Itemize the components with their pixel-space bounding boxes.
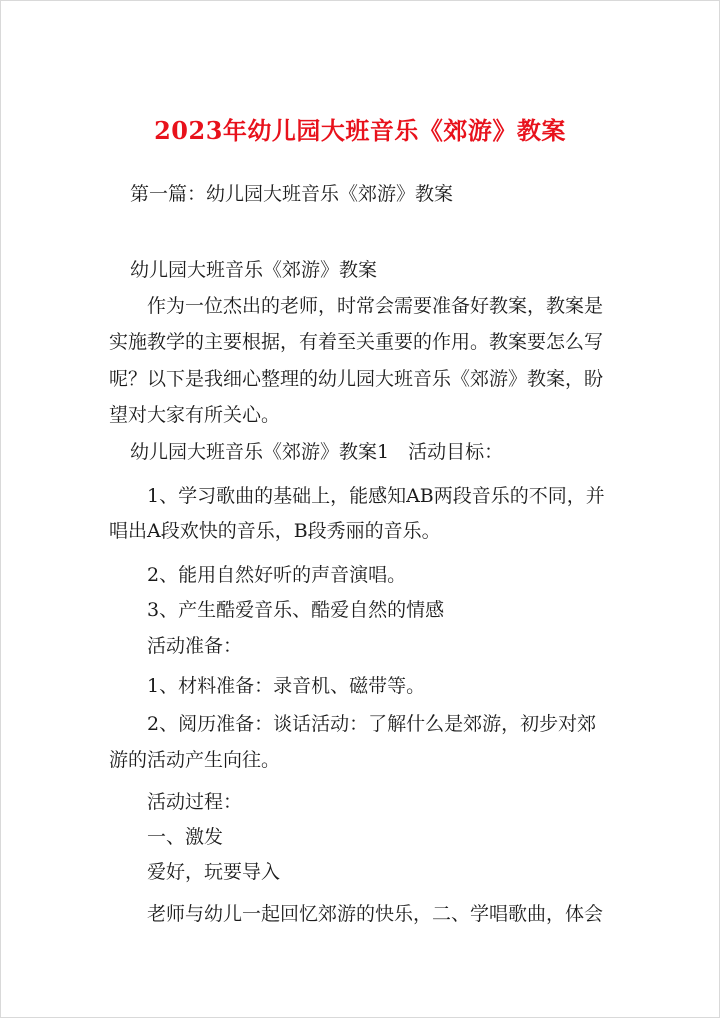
paragraph-line: 爱好，玩要导入 xyxy=(147,861,281,883)
paragraph-line: 3、产生酷爱音乐、酷爱自然的情感 xyxy=(147,599,445,621)
paragraph-line: 活动过程： xyxy=(147,791,243,813)
paragraph-line: 活动准备： xyxy=(147,635,243,657)
subheading: 幼儿园大班音乐《郊游》教案 xyxy=(130,259,378,281)
paragraph-line: 2、阅历准备：谈话活动：了解什么是郊游，初步对郊 xyxy=(147,713,597,735)
paragraph-line: 作为一位杰出的老师，时常会需要准备好教案，教案是 xyxy=(147,295,604,317)
paragraph-line: 实施教学的主要根据，有着至关重要的作用。教案要怎么写 xyxy=(109,331,604,353)
paragraph-line: 呢？以下是我细心整理的幼儿园大班音乐《郊游》教案，盼 xyxy=(109,368,604,390)
paragraph-line: 游的活动产生向往。 xyxy=(109,749,281,771)
document-title: 2023年幼儿园大班音乐《郊游》教案 xyxy=(154,116,566,145)
paragraph-line: 老师与幼儿一起回忆郊游的快乐，二、学唱歌曲，体会 xyxy=(147,903,604,925)
paragraph-line: 1、学习歌曲的基础上，能感知AB两段音乐的不同，并 xyxy=(147,485,605,507)
plan-heading: 幼儿园大班音乐《郊游》教案1 活动目标： xyxy=(130,441,504,463)
paragraph-line: 2、能用自然好听的声音演唱。 xyxy=(147,564,407,586)
paragraph-line: 1、材料准备：录音机、磁带等。 xyxy=(147,675,426,697)
paragraph-line: 一、激发 xyxy=(147,826,224,848)
paragraph-line: 唱出A段欢快的音乐，B段秀丽的音乐。 xyxy=(109,520,441,542)
section-heading: 第一篇：幼儿园大班音乐《郊游》教案 xyxy=(130,183,454,205)
paragraph-line: 望对大家有所关心。 xyxy=(109,404,281,426)
